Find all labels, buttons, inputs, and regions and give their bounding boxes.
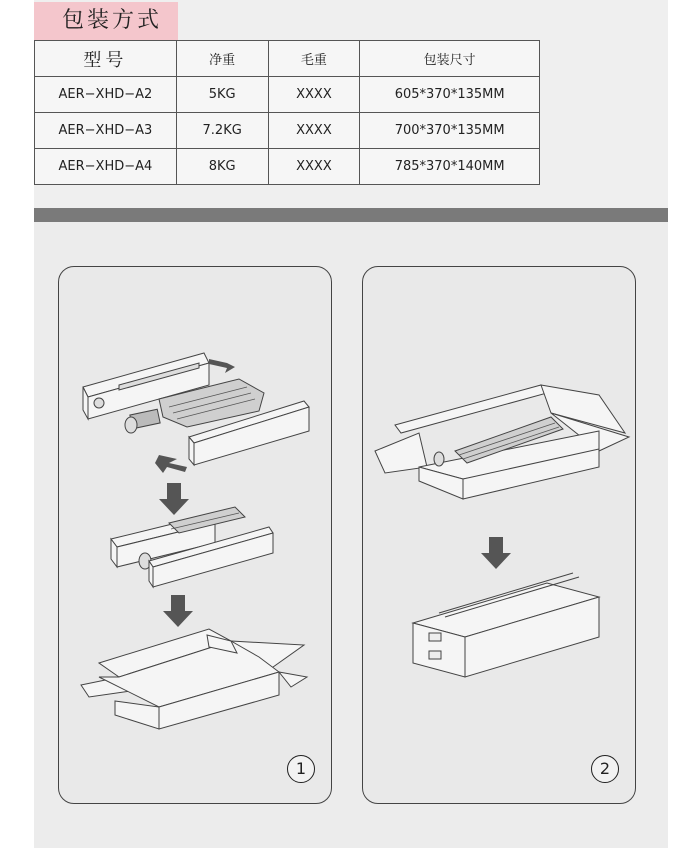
step-number-badge: 1 <box>287 755 315 783</box>
section-title: 包装方式 <box>34 2 178 40</box>
arrow-down-icon <box>481 537 511 569</box>
step-number-badge: 2 <box>591 755 619 783</box>
cell-gross-weight: XXXX <box>268 113 360 149</box>
cell-model: AER−XHD−A3 <box>35 113 177 149</box>
cell-net-weight: 5KG <box>176 77 268 113</box>
packing-step-1-illustration <box>59 267 333 805</box>
section-divider <box>34 208 668 222</box>
cell-net-weight: 7.2KG <box>176 113 268 149</box>
cell-package-size: 605*370*135MM <box>360 77 540 113</box>
cell-package-size: 700*370*135MM <box>360 113 540 149</box>
packing-step-2-illustration <box>363 267 637 805</box>
step-panel-1 <box>58 266 332 804</box>
cell-model: AER−XHD−A4 <box>35 149 177 185</box>
arrow-down-icon <box>159 483 189 515</box>
cell-gross-weight: XXXX <box>268 77 360 113</box>
packaging-spec-table <box>34 40 540 185</box>
cell-net-weight: 8KG <box>176 149 268 185</box>
header-net-weight: 净重 <box>176 41 268 77</box>
cell-package-size: 785*370*140MM <box>360 149 540 185</box>
cell-gross-weight: XXXX <box>268 149 360 185</box>
cell-model: AER−XHD−A2 <box>35 77 177 113</box>
header-gross-weight: 毛重 <box>268 41 360 77</box>
table-header-row <box>35 41 540 77</box>
header-package-size: 包装尺寸 <box>360 41 540 77</box>
table-row <box>35 113 540 149</box>
table-row <box>35 77 540 113</box>
arrow-down-icon <box>163 595 193 627</box>
table-row <box>35 149 540 185</box>
header-model: 型号 <box>35 41 177 77</box>
step-panel-2 <box>362 266 636 804</box>
